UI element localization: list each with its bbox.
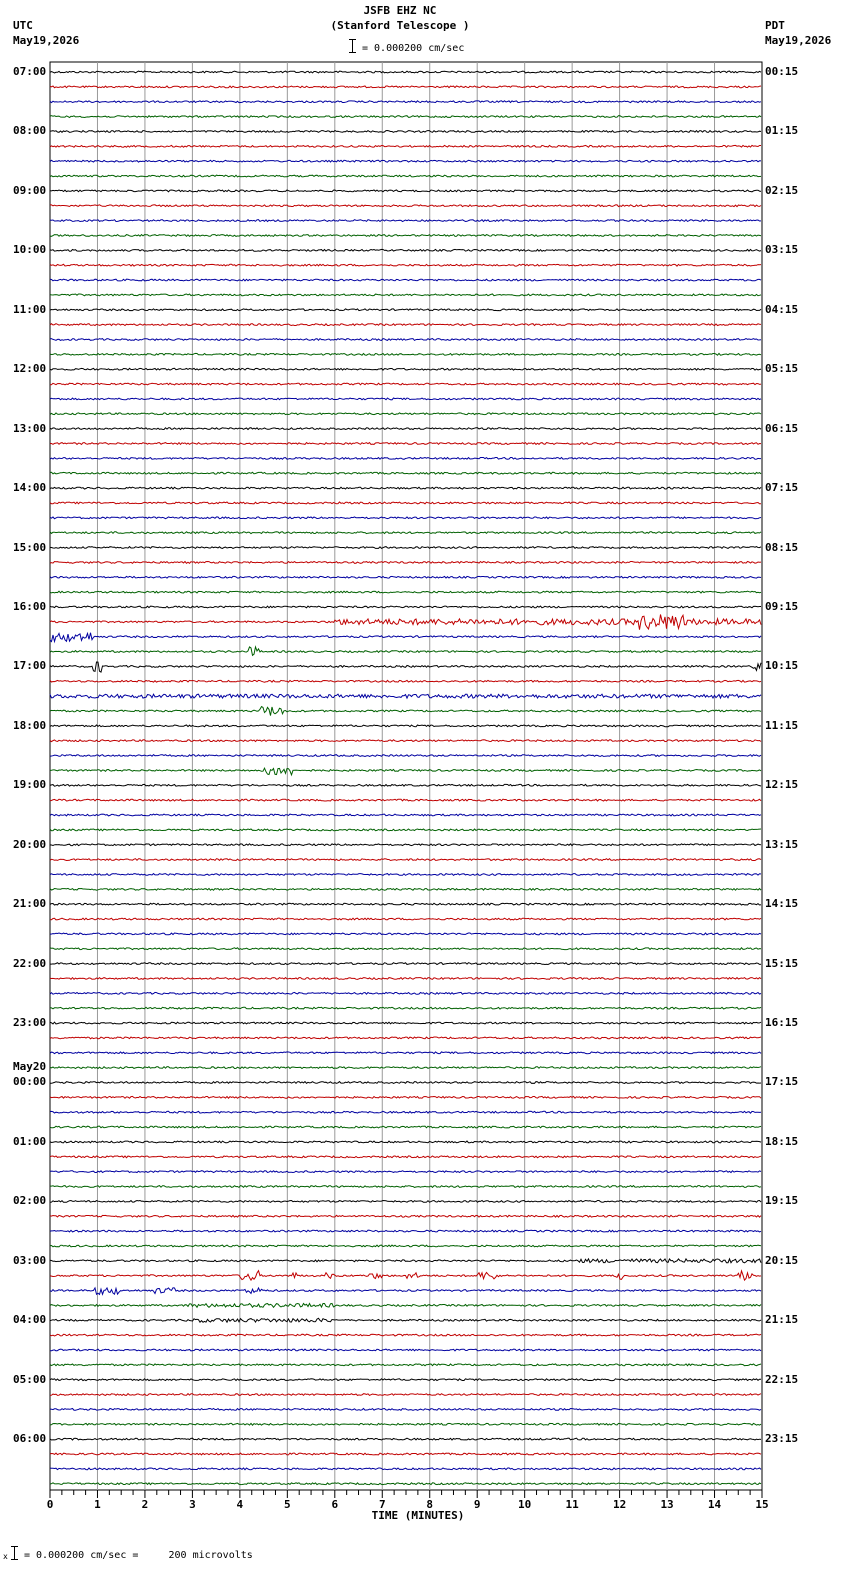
trace-line: [50, 647, 761, 656]
utc-hour-label: 12:00: [13, 362, 47, 376]
trace-line: [50, 443, 761, 445]
x-tick-label: 13: [660, 1498, 674, 1511]
trace-line: [50, 145, 761, 147]
trace-line: [50, 740, 761, 742]
x-tick-label: 2: [141, 1498, 149, 1511]
trace-line: [50, 1052, 761, 1054]
trace-line: [50, 1230, 761, 1232]
trace-line: [50, 1126, 761, 1128]
trace-line: [50, 353, 761, 355]
trace-line: [50, 205, 761, 207]
trace-line: [50, 309, 761, 311]
trace-line: [50, 1186, 761, 1188]
trace-line: [50, 978, 761, 980]
trace-line: [50, 948, 761, 950]
right-timezone: PDT: [765, 19, 785, 32]
trace-line: [50, 694, 761, 698]
trace-line: [50, 1453, 761, 1455]
utc-hour-label: 07:00: [13, 65, 47, 78]
footer-scale-note: = 0.000200 cm/sec = 200 microvolts: [24, 1550, 253, 1561]
trace-line: [50, 1111, 761, 1113]
utc-hour-label: 02:00: [13, 1194, 47, 1208]
trace-line: [50, 1349, 761, 1351]
trace-line: [50, 1271, 761, 1280]
pdt-time-label: 17:15: [765, 1075, 799, 1089]
pdt-time-label: 19:15: [765, 1194, 799, 1208]
trace-line: [50, 190, 761, 192]
utc-hour-label: 13:00: [13, 421, 47, 435]
trace-line: [50, 725, 761, 727]
trace-line: [50, 1334, 761, 1336]
trace-line: [50, 814, 761, 816]
x-tick-label: 11: [565, 1498, 579, 1511]
trace-line: [50, 160, 761, 162]
pdt-time-label: 08:15: [765, 540, 799, 554]
pdt-time-label: 00:15: [765, 65, 799, 78]
pdt-time-label: 21:15: [765, 1313, 799, 1327]
pdt-time-label: 02:15: [765, 183, 799, 197]
trace-line: [50, 633, 761, 642]
utc-hour-label: 22:00: [13, 956, 47, 970]
trace-line: [50, 131, 761, 133]
trace-line: [50, 784, 761, 786]
trace-line: [50, 1082, 761, 1084]
x-tick-label: 5: [284, 1498, 291, 1511]
pdt-time-label: 03:15: [765, 243, 799, 257]
trace-line: [50, 992, 761, 994]
x-tick-label: 9: [473, 1498, 481, 1511]
x-tick-label: 4: [236, 1498, 244, 1511]
trace-line: [50, 472, 761, 474]
trace-line: [50, 829, 761, 831]
trace-line: [50, 799, 761, 801]
trace-line: [50, 755, 761, 757]
trace-line: [50, 768, 761, 775]
trace-line: [50, 562, 761, 564]
trace-line: [50, 101, 761, 103]
utc-hour-label: 23:00: [13, 1016, 47, 1030]
utc-hour-label: 11:00: [13, 302, 47, 316]
left-date: May19,2026: [13, 34, 80, 47]
footer-scale-bar-icon: [14, 1546, 15, 1560]
trace-line: [50, 576, 761, 578]
trace-line: [50, 1468, 761, 1470]
trace-line: [50, 1156, 761, 1158]
trace-line: [50, 547, 761, 549]
x-tick-label: 7: [378, 1498, 386, 1511]
utc-hour-label: 00:00: [13, 1075, 47, 1089]
pdt-time-label: 04:15: [765, 302, 799, 316]
utc-hour-label: 18:00: [13, 718, 47, 732]
utc-hour-label: 10:00: [13, 243, 47, 257]
date-change-label: May20: [13, 1060, 47, 1074]
trace-line: [50, 963, 761, 965]
trace-line: [50, 1007, 761, 1009]
pdt-time-label: 20:15: [765, 1253, 799, 1267]
pdt-time-label: 22:15: [765, 1372, 799, 1386]
trace-line: [50, 662, 761, 672]
utc-hour-label: 08:00: [13, 124, 47, 138]
trace-line: [50, 707, 761, 716]
trace-line: [50, 680, 761, 682]
utc-hour-label: 21:00: [13, 897, 47, 911]
trace-line: [50, 591, 761, 593]
pdt-time-label: 07:15: [765, 481, 799, 495]
trace-line: [50, 1201, 761, 1203]
utc-hour-label: 17:00: [13, 659, 47, 673]
left-timezone: UTC: [13, 19, 33, 32]
trace-line: [50, 1022, 761, 1024]
trace-line: [50, 1288, 761, 1295]
trace-line: [50, 71, 761, 73]
trace-line: [50, 1215, 761, 1217]
scale-label: = 0.000200 cm/sec: [362, 43, 465, 54]
x-tick-label: 12: [612, 1498, 627, 1511]
utc-hour-label: 05:00: [13, 1372, 47, 1386]
trace-line: [50, 1171, 761, 1173]
trace-line: [50, 339, 761, 341]
trace-line: [50, 487, 761, 489]
trace-line: [50, 249, 761, 251]
trace-line: [50, 264, 761, 266]
x-tick-label: 10: [518, 1498, 532, 1511]
trace-line: [50, 368, 761, 370]
utc-hour-label: 20:00: [13, 837, 47, 851]
trace-line: [50, 918, 761, 920]
trace-line: [50, 1037, 761, 1039]
utc-hour-label: 01:00: [13, 1134, 47, 1148]
trace-line: [50, 294, 761, 296]
utc-hour-label: 16:00: [13, 599, 47, 613]
trace-line: [50, 888, 761, 890]
scale-bar-icon: [352, 39, 353, 53]
pdt-time-label: 23:15: [765, 1432, 799, 1446]
pdt-time-label: 18:15: [765, 1134, 799, 1148]
trace-line: [50, 844, 761, 846]
trace-line: [50, 1318, 761, 1322]
x-tick-label: 0: [46, 1498, 54, 1511]
x-tick-label: 6: [331, 1498, 339, 1511]
station-title: JSFB EHZ NC: [363, 4, 437, 17]
pdt-time-label: 16:15: [765, 1016, 799, 1030]
footer-marker: x: [3, 1552, 8, 1561]
pdt-time-label: 09:15: [765, 599, 799, 613]
x-tick-label: 8: [426, 1498, 434, 1511]
trace-line: [50, 532, 761, 534]
utc-hour-label: 19:00: [13, 778, 47, 792]
pdt-time-label: 12:15: [765, 778, 799, 792]
x-tick-label: 14: [707, 1498, 722, 1511]
x-tick-label: 3: [189, 1498, 196, 1511]
utc-hour-label: 06:00: [13, 1432, 47, 1446]
pdt-time-label: 05:15: [765, 362, 799, 376]
trace-line: [50, 615, 761, 630]
trace-line: [50, 324, 761, 326]
trace-line: [50, 1141, 761, 1143]
trace-line: [50, 502, 761, 504]
right-date: May19,2026: [765, 34, 832, 47]
trace-line: [50, 1438, 761, 1440]
trace-line: [50, 428, 761, 430]
trace-line: [50, 903, 761, 905]
utc-hour-label: 15:00: [13, 540, 47, 554]
trace-line: [50, 1245, 761, 1247]
trace-line: [50, 1409, 761, 1411]
trace-line: [50, 235, 761, 237]
pdt-time-label: 10:15: [765, 659, 799, 673]
utc-hour-label: 04:00: [13, 1313, 47, 1327]
trace-line: [50, 517, 761, 519]
trace-line: [50, 1483, 761, 1485]
trace-line: [50, 458, 761, 460]
trace-line: [50, 220, 761, 222]
utc-hour-label: 14:00: [13, 481, 47, 495]
trace-line: [50, 933, 761, 935]
trace-line: [50, 1304, 761, 1308]
x-tick-label: 15: [755, 1498, 769, 1511]
trace-line: [50, 279, 761, 281]
x-axis-label: TIME (MINUTES): [371, 1509, 465, 1522]
x-tick-label: 1: [94, 1498, 101, 1511]
trace-line: [50, 1259, 761, 1263]
trace-line: [50, 1423, 761, 1425]
pdt-time-label: 14:15: [765, 897, 799, 911]
pdt-time-label: 06:15: [765, 421, 799, 435]
trace-line: [50, 1096, 761, 1098]
pdt-time-label: 01:15: [765, 124, 799, 138]
trace-line: [50, 413, 761, 415]
trace-line: [50, 874, 761, 876]
trace-line: [50, 398, 761, 400]
trace-line: [50, 116, 761, 118]
pdt-time-label: 11:15: [765, 718, 799, 732]
utc-hour-label: 03:00: [13, 1253, 47, 1267]
pdt-time-label: 15:15: [765, 956, 799, 970]
utc-hour-label: 09:00: [13, 183, 47, 197]
trace-line: [50, 175, 761, 177]
trace-line: [50, 859, 761, 861]
site-title: (Stanford Telescope ): [330, 19, 470, 32]
trace-line: [50, 1067, 761, 1069]
trace-line: [50, 606, 761, 608]
trace-line: [50, 86, 761, 88]
trace-line: [50, 383, 761, 385]
trace-line: [50, 1379, 761, 1381]
pdt-time-label: 13:15: [765, 837, 799, 851]
trace-line: [50, 1364, 761, 1366]
trace-line: [50, 1394, 761, 1396]
